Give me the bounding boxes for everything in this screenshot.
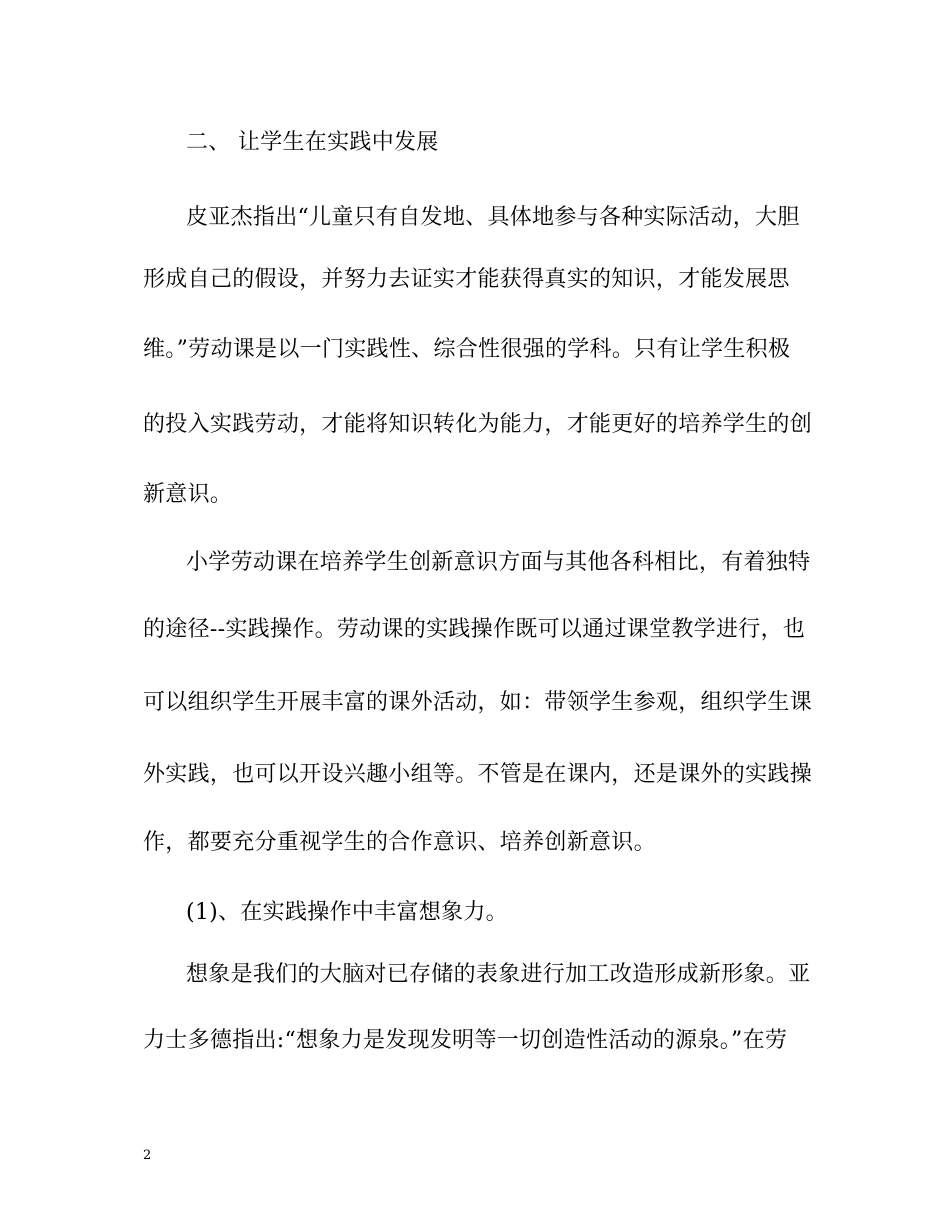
paragraph-line: 想象是我们的大脑对已存储的表象进行加工改造形成新形象。亚 bbox=[186, 962, 811, 987]
paragraph-line: 力士多德指出:“想象力是发现发明等一切创造性活动的源泉。”在劳 bbox=[143, 1028, 788, 1053]
paragraph-line: 皮亚杰指出“儿童只有自发地、具体地参与各种实际活动，大胆 bbox=[186, 205, 800, 230]
paragraph-line: 外实践，也可以开设兴趣小组等。不管是在课内，还是课外的实践操 bbox=[143, 762, 813, 787]
subsection-heading: (1)、在实践操作中丰富想象力。 bbox=[186, 900, 508, 925]
paragraph-line: 形成自己的假设，并努力去证实才能获得真实的知识，才能发展思 bbox=[143, 267, 790, 292]
paragraph-line: 维。”劳动课是以一门实践性、综合性很强的学科。只有让学生积极 bbox=[143, 337, 791, 362]
paragraph-line: 的投入实践劳动，才能将知识转化为能力，才能更好的培养学生的创 bbox=[143, 412, 813, 437]
paragraph-line: 新意识。 bbox=[143, 482, 233, 507]
paragraph-line: 小学劳动课在培养学生创新意识方面与其他各科相比，有着独特 bbox=[186, 550, 811, 575]
section-heading: 二、 让学生在实践中发展 bbox=[186, 130, 439, 155]
paragraph-line: 可以组织学生开展丰富的课外活动，如：带领学生参观，组织学生课 bbox=[143, 690, 813, 715]
paragraph-line: 作，都要充分重视学生的合作意识、培养创新意识。 bbox=[143, 830, 656, 855]
paragraph-line: 的途径--实践操作。劳动课的实践操作既可以通过课堂教学进行，也 bbox=[143, 617, 806, 642]
page-number: 2 bbox=[143, 1148, 152, 1163]
